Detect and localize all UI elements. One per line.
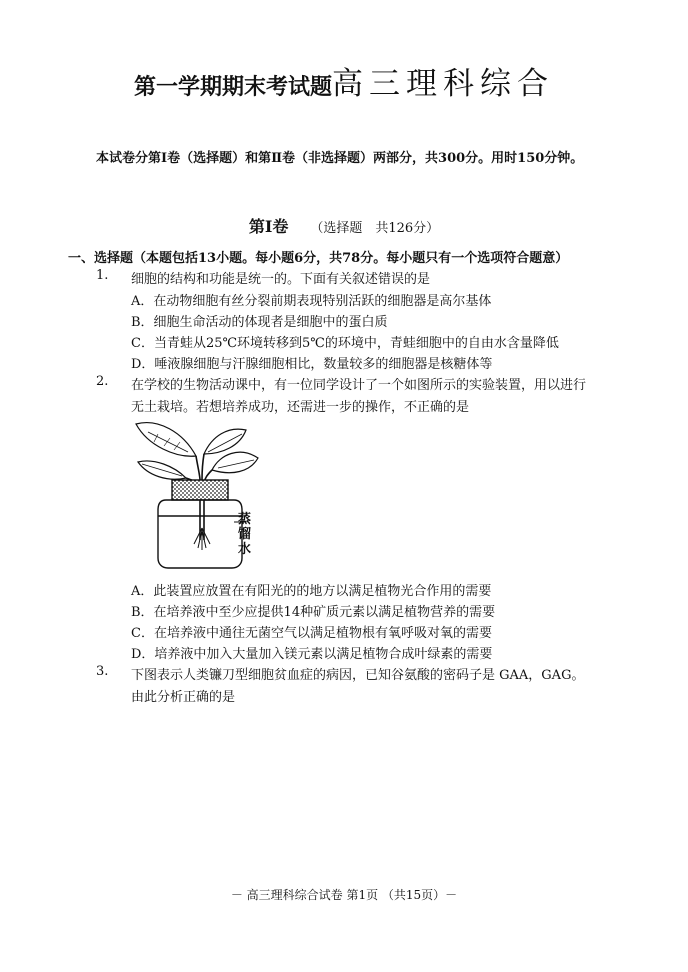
- question-number: 2.: [96, 374, 109, 389]
- option-a: A．在动物细胞有丝分裂前期表现特别活跃的细胞器是高尔基体: [131, 294, 492, 309]
- section-heading: 一、选择题（本题包括13小题。每小题6分，共78分。每小题只有一个选项符合题意）: [68, 251, 569, 266]
- question-stem: 下图表示人类镰刀型细胞贫血症的病因，已知谷氨酸的密码子是 GAA，GAG。: [131, 668, 585, 683]
- plant-jar-figure: [128, 418, 278, 578]
- leaves-icon: [136, 423, 258, 480]
- question-stem: 细胞的结构和功能是统一的。下面有关叙述错误的是: [131, 272, 431, 287]
- question-number: 1.: [96, 268, 109, 283]
- question-number: 3.: [96, 664, 109, 679]
- option-a: A．此装置应放置在有阳光的的地方以满足植物光合作用的需要: [131, 584, 492, 599]
- option-d: D．培养液中加入大量加入镁元素以满足植物合成叶绿素的需要: [131, 647, 493, 662]
- title-big: 高三理科综合: [332, 66, 554, 102]
- roots-icon: [194, 528, 210, 550]
- figure-label-distilled-water: 蒸馏水: [238, 512, 252, 557]
- page-footer: － 高三理科综合试卷 第1页 （共15页）－: [230, 888, 458, 902]
- title-small: 第一学期期末考试题: [133, 74, 332, 100]
- option-b: B．在培养液中至少应提供14种矿质元素以满足植物营养的需要: [131, 605, 496, 620]
- volume-label: 第Ⅰ卷: [248, 217, 289, 236]
- option-c: C．当青蛙从25℃环境转移到5℃的环境中，青蛙细胞中的自由水含量降低: [131, 336, 559, 351]
- option-c: C．在培养液中通往无菌空气以满足植物根有氧呼吸对氧的需要: [131, 626, 492, 641]
- question-stem: 由此分析正确的是: [131, 690, 236, 705]
- exam-intro: 本试卷分第Ⅰ卷（选择题）和第Ⅱ卷（非选择题）两部分，共300分。用时150分钟。: [96, 151, 584, 166]
- question-stem: 在学校的生物活动课中，有一位同学设计了一个如图所示的实验装置，用以进行: [131, 378, 587, 393]
- page-title: [0, 58, 688, 103]
- volume-desc: （选择题 共126分）: [310, 221, 440, 236]
- question-stem: 无土栽培。若想培养成功，还需进一步的操作，不正确的是: [131, 400, 470, 415]
- volume-header: [0, 214, 688, 237]
- option-b: B．细胞生命活动的体现者是细胞中的蛋白质: [131, 315, 388, 330]
- option-d: D．唾液腺细胞与汗腺细胞相比，数量较多的细胞器是核糖体等: [131, 357, 493, 372]
